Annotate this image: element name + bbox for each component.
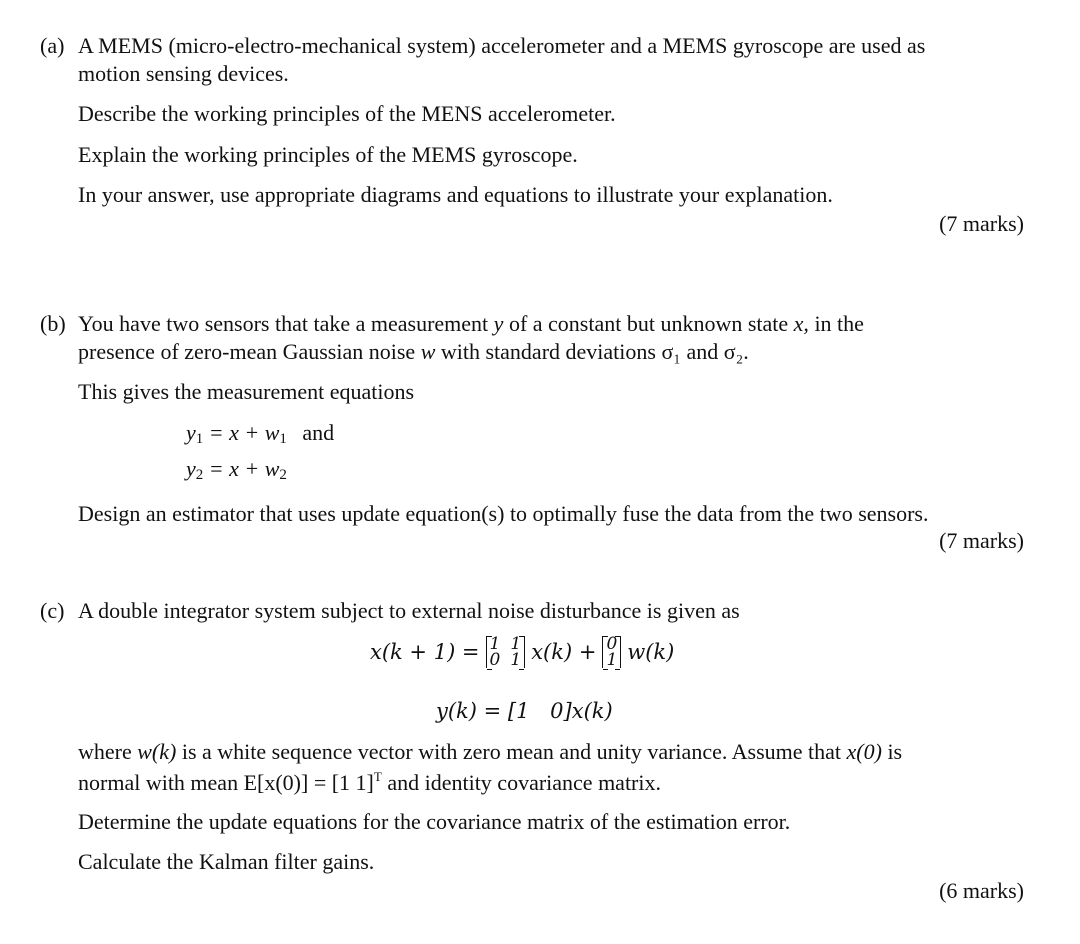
part-c-marks: (6 marks)	[939, 878, 1024, 903]
where-post: is	[887, 739, 903, 764]
part-b-eq1	[186, 422, 334, 447]
part-a-marks: (7 marks)	[939, 211, 1024, 236]
eq1-and: and	[302, 420, 335, 445]
part-a-label: (a)	[40, 33, 65, 58]
where-mid: is a white sequence vector with zero mean and unity variance. Assume that	[181, 739, 842, 764]
part-b-line2-pre: presence of zero-mean Gaussian noise	[78, 339, 416, 364]
output-eq-lhs: y(k) = [1	[436, 699, 530, 723]
matrix-a-21: 0	[489, 650, 501, 671]
part-c-line1: A double integrator system subject to external noise disturbance is given as	[78, 598, 740, 623]
mean-pre: normal with mean E[x(0)] = [1 1]	[78, 770, 374, 795]
eq1-y-sub: 1	[195, 431, 204, 447]
output-equation	[436, 701, 613, 722]
mean-post: and identity covariance matrix.	[387, 770, 661, 795]
eq2-y: y	[186, 456, 196, 481]
part-c-where-line2	[78, 770, 661, 794]
where-x0: x(0)	[846, 739, 882, 764]
part-b-para1: This gives the measurement equations	[78, 379, 415, 404]
where-wk: w(k)	[137, 739, 177, 764]
matrix-a-11: 1	[489, 634, 501, 654]
state-equation	[370, 634, 675, 671]
part-b-line1-x: x,	[793, 311, 809, 336]
eq2-rhs-sub: 2	[279, 467, 287, 483]
part-a-para1: Describe the working principles of the MENS accelerometer.	[78, 101, 616, 126]
part-b-para2: Design an estimator that uses update equation(s) to optimally fuse the data from the two sensors.	[78, 501, 929, 526]
part-b-line1-post: in the	[814, 311, 864, 336]
part-a-line1: A MEMS (micro-electro-mechanical system) accelerometer and a MEMS gyroscope are used as	[78, 33, 926, 58]
part-b-line2-post: with standard deviations σ₁ and σ₂.	[440, 339, 749, 364]
matrix-a-12: 1	[510, 634, 522, 654]
part-b-marks: (7 marks)	[939, 528, 1024, 553]
part-c-para1: Determine the update equations for the covariance matrix of the estimation error.	[78, 809, 791, 834]
part-b-line1-mid: of a constant but unknown state	[508, 311, 789, 336]
eq2-rhs: = x + w	[208, 456, 280, 481]
state-eq-end: w(k)	[627, 639, 675, 664]
eq1-rhs-sub: 1	[279, 431, 287, 447]
vector-b	[602, 634, 621, 671]
part-a-para3: In your answer, use appropriate diagrams and equations to illustrate your explanation.	[78, 182, 833, 207]
where-pre: where	[78, 739, 132, 764]
part-a-para2: Explain the working principles of the MEMS gyroscope.	[78, 142, 578, 167]
matrix-a	[486, 634, 526, 671]
part-c-para2: Calculate the Kalman filter gains.	[78, 849, 375, 874]
part-a-line2: motion sensing devices.	[78, 61, 289, 86]
state-eq-lhs: x(k + 1) =	[370, 639, 480, 664]
part-c-where-line1	[78, 741, 902, 763]
part-b-line2-w: w	[420, 339, 436, 364]
part-c-label: (c)	[40, 598, 65, 623]
vector-b-1: 0	[606, 634, 618, 654]
eq2-y-sub: 2	[195, 467, 204, 483]
vector-b-2: 1	[606, 650, 618, 671]
eq1-rhs: = x + w	[208, 420, 280, 445]
mean-sup: T	[373, 769, 382, 784]
part-b-eq2	[186, 458, 287, 483]
part-b-line1	[78, 313, 864, 335]
part-b-line2	[78, 341, 749, 363]
eq1-y: y	[186, 420, 196, 445]
matrix-a-22: 1	[510, 650, 522, 671]
output-eq-mid: 0]x(k)	[550, 699, 613, 723]
state-eq-mid: x(k) +	[531, 639, 597, 664]
part-b-line1-y: y	[493, 311, 504, 336]
part-b-line1-pre: You have two sensors that take a measurement	[78, 311, 489, 336]
part-b-label: (b)	[40, 311, 66, 336]
